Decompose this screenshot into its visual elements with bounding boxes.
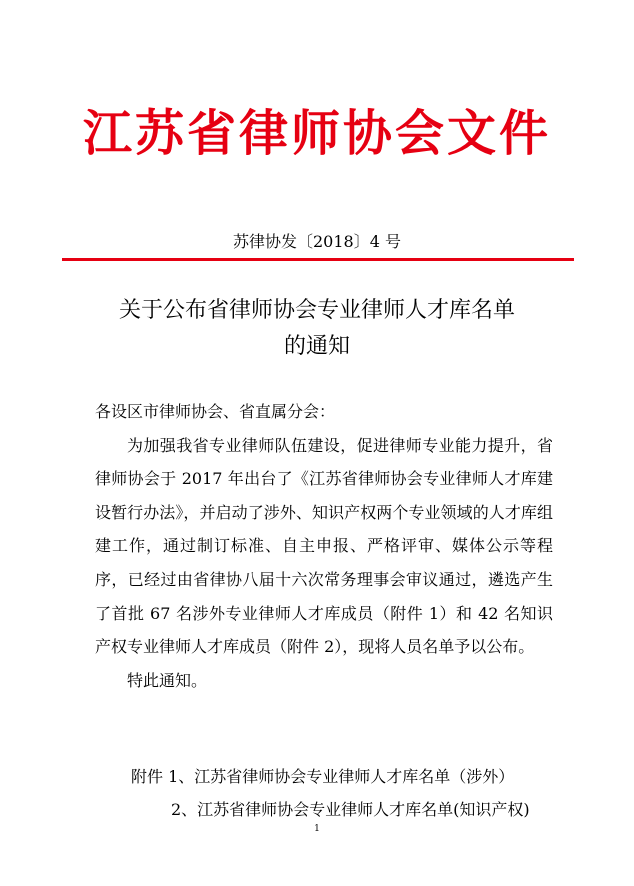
notice-title-line-2: 的通知	[283, 334, 350, 359]
page-number: 1	[314, 824, 320, 834]
body-paragraph: 为加强我省专业律师队伍建设，促进律师专业能力提升，省律师协会于 2017 年出台了《江苏省律师协会专业律师人才库建设暂行办法》，并启动了涉外、知识产权两个专业领域的人才库组建工作，通过制订标准、自主申报、严格评审、媒体公示等程序，已经过由省律协八届十六次常务理事会审议通过，遴选产生了首批 67 名涉外专业律师人才库成员（附件 1）和 42 名知识产权专业律师人才库成员（附件 2），现将人员名单予以公布。	[95, 435, 553, 657]
red-divider-line	[62, 258, 574, 261]
notice-title-line-1: 关于公布省律师协会专业律师人才库名单	[118, 298, 515, 323]
document-number: 苏律协发〔2018〕4 号	[233, 232, 401, 251]
closing-line: 特此通知。	[127, 670, 208, 690]
attachment-item-1: 附件 1、江苏省律师协会专业律师人才库名单（涉外）	[131, 767, 515, 786]
notice-title	[80, 293, 554, 365]
attachment-item-2: 2、江苏省律师协会专业律师人才库名单(知识产权)	[171, 800, 530, 819]
notice-body	[95, 395, 553, 697]
attachments-list	[131, 760, 561, 826]
salutation: 各设区市律师协会、省直属分会：	[95, 402, 336, 421]
letterhead-title: 江苏省律师协会文件	[82, 105, 551, 162]
